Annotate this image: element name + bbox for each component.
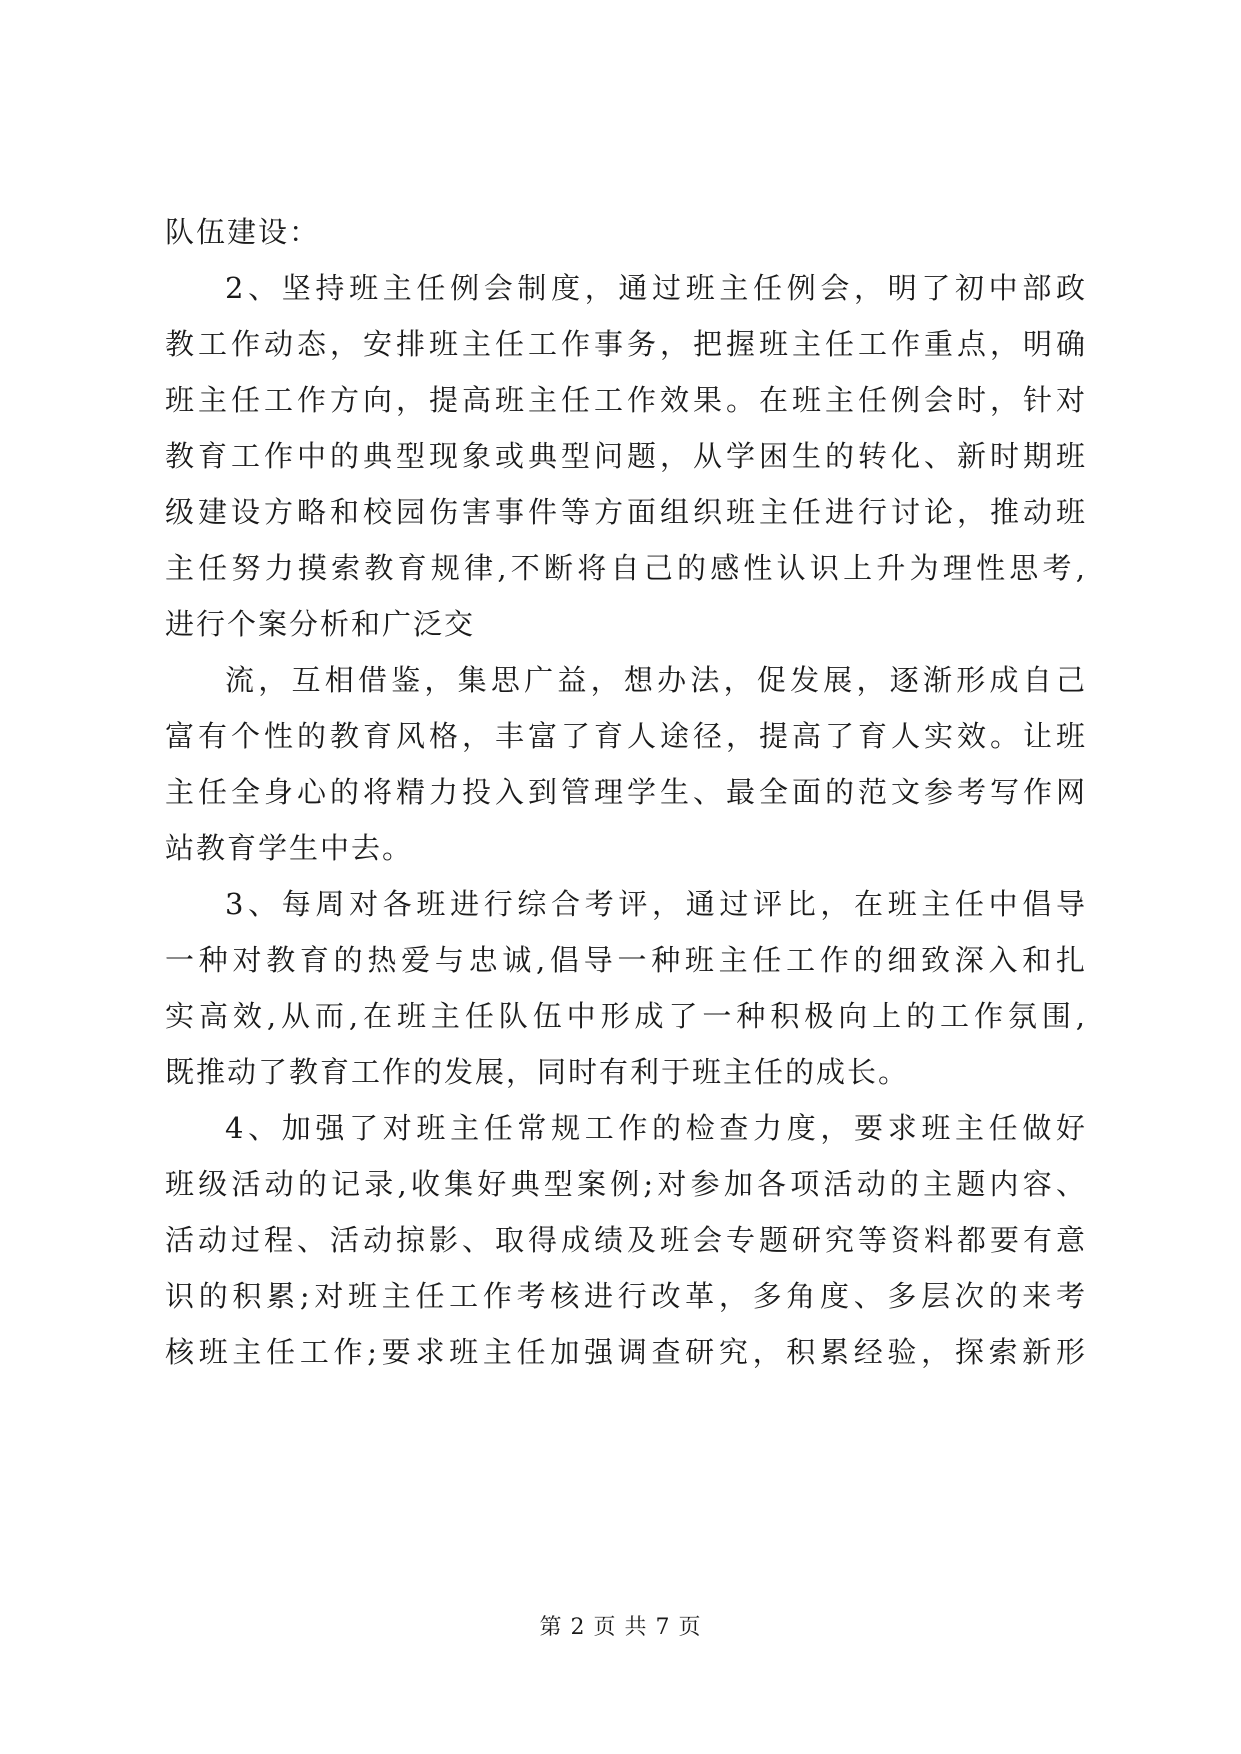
text-line: 班级活动的记录,收集好典型案例;对参加各项活动的主题内容、 xyxy=(165,1167,1085,1201)
text-line: 3、每周对各班进行综合考评，通过评比，在班主任中倡导 xyxy=(225,887,1085,921)
text-line: 识的积累;对班主任工作考核进行改革，多角度、多层次的来考 xyxy=(165,1279,1085,1313)
text-line: 主任全身心的将精力投入到管理学生、最全面的范文参考写作网 xyxy=(165,775,1085,809)
text-line: 既推动了教育工作的发展，同时有利于班主任的成长。 xyxy=(165,1055,910,1089)
text-line: 班主任工作方向，提高班主任工作效果。在班主任例会时，针对 xyxy=(165,383,1085,417)
text-line: 一种对教育的热爱与忠诚,倡导一种班主任工作的细致深入和扎 xyxy=(165,943,1085,977)
text-line: 队伍建设： xyxy=(165,215,321,249)
text-line: 教育工作中的典型现象或典型问题，从学困生的转化、新时期班 xyxy=(165,439,1085,473)
text-line: 富有个性的教育风格，丰富了育人途径，提高了育人实效。让班 xyxy=(165,719,1085,753)
text-line: 教工作动态，安排班主任工作事务，把握班主任工作重点，明确 xyxy=(165,327,1085,361)
text-line: 核班主任工作;要求班主任加强调查研究，积累经验，探索新形 xyxy=(165,1335,1085,1369)
text-line: 实高效,从而,在班主任队伍中形成了一种积极向上的工作氛围, xyxy=(165,999,1085,1033)
text-line: 2、坚持班主任例会制度，通过班主任例会，明了初中部政 xyxy=(225,271,1085,305)
page-number-footer: 第 2 页 共 7 页 xyxy=(539,1615,702,1640)
text-line: 4、加强了对班主任常规工作的检查力度，要求班主任做好 xyxy=(225,1111,1085,1145)
text-line: 站教育学生中去。 xyxy=(165,831,414,865)
text-line: 活动过程、活动掠影、取得成绩及班会专题研究等资料都要有意 xyxy=(165,1223,1085,1257)
text-line: 主任努力摸索教育规律,不断将自己的感性认识上升为理性思考, xyxy=(165,551,1085,585)
text-line: 流，互相借鉴，集思广益，想办法，促发展，逐渐形成自己 xyxy=(225,663,1085,697)
text-line: 进行个案分析和广泛交 xyxy=(165,607,476,641)
text-line: 级建设方略和校园伤害事件等方面组织班主任进行讨论，推动班 xyxy=(165,495,1085,529)
